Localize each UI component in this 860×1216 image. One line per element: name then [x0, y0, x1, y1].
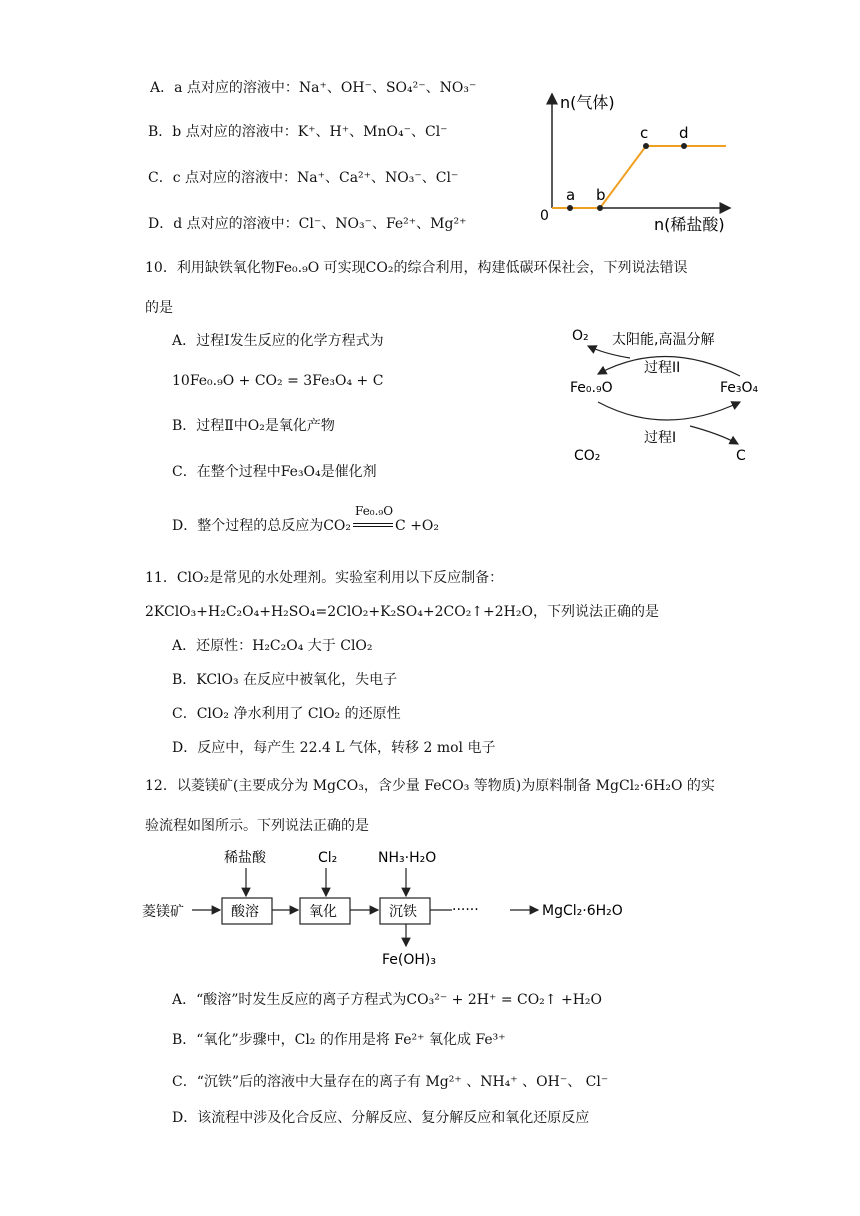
q10-stem-line2: 的是: [145, 300, 173, 316]
y-axis-label: n(气体): [560, 93, 615, 112]
start-material: 菱镁矿: [142, 904, 184, 920]
point-d: [681, 143, 687, 149]
q11-option-b: B．KClO₃ 在反应中被氧化，失电子: [172, 672, 398, 688]
q10-cycle-diagram: [560, 318, 770, 468]
product: MgCl₂·6H₂O: [542, 903, 623, 919]
q12-option-a: A．“酸溶”时发生反应的离子方程式为CO₃²⁻ + 2H⁺ = CO₂↑ +H₂O: [172, 992, 603, 1008]
equals-sign: [353, 523, 393, 527]
c-label: C: [736, 448, 746, 464]
q12-option-d: D．该流程中涉及化合反应、分解反应、复分解反应和氧化还原反应: [172, 1110, 590, 1126]
q9-option-a: A．a 点对应的溶液中：Na⁺、OH⁻、SO₄²⁻、NO₃⁻: [150, 80, 477, 96]
q10-option-c: C．在整个过程中Fe₃O₄是催化剂: [172, 464, 377, 480]
label-a: a: [566, 186, 576, 204]
process2-label: 过程II: [644, 360, 681, 376]
q12-flowchart: [140, 846, 640, 976]
q12-option-c: C．“沉铁”后的溶液中大量存在的离子有 Mg²⁺ 、NH₄⁺ 、OH⁻、 Cl⁻: [172, 1074, 609, 1090]
x-axis-label: n(稀盐酸): [654, 215, 725, 234]
reagent-hcl: 稀盐酸: [224, 850, 266, 866]
q10-option-b: B．过程Ⅱ中O₂是氧化产物: [172, 418, 335, 434]
fe09o-label: Fe₀.₉O: [570, 380, 613, 396]
origin-label: 0: [540, 208, 549, 224]
q12-option-b: B．“氧化”步骤中，Cl₂ 的作用是将 Fe²⁺ 氧化成 Fe³⁺: [172, 1032, 506, 1048]
process1-label: 过程I: [644, 430, 677, 446]
reagent-cl2: Cl₂: [318, 850, 338, 866]
q11-stem-line1: 11．ClO₂是常见的水处理剂。实验室利用以下反应制备：: [145, 570, 504, 586]
condition-label: 太阳能,高温分解: [612, 332, 715, 348]
byproduct: Fe(OH)₃: [382, 952, 436, 968]
q11-option-c: C．ClO₂ 净水利用了 ClO₂ 的还原性: [172, 706, 401, 722]
point-a: [567, 205, 573, 211]
fe3o4-label: Fe₃O₄: [720, 380, 759, 396]
q10-option-a: A．过程Ⅰ发生反应的化学方程式为: [172, 333, 384, 349]
step-acid-dissolve: 酸溶: [231, 904, 259, 920]
q10-option-d-arrow: [351, 504, 395, 533]
flow-dots: ······: [452, 902, 479, 918]
q9-gas-graph: [530, 88, 750, 238]
point-b: [597, 205, 603, 211]
q11-stem-line2: 2KClO₃+H₂C₂O₄+H₂SO₄=2ClO₂+K₂SO₄+2CO₂↑+2H₂O，下列说法正确的是: [145, 604, 659, 620]
co2-label: CO₂: [574, 448, 601, 464]
label-b: b: [596, 186, 606, 204]
q11-option-a: A．还原性：H₂C₂O₄ 大于 ClO₂: [172, 638, 373, 654]
reagent-nh3h2o: NH₃·H₂O: [378, 850, 437, 866]
process1-arrow: [598, 402, 740, 420]
point-c: [643, 143, 649, 149]
q12-stem-line1: 12．以菱镁矿(主要成分为 MgCO₃，含少量 FeCO₃ 等物质)为原料制备 MgCl₂·6H₂O 的实: [145, 778, 715, 794]
q10-option-d-catalyst: Fe₀.₉O: [355, 504, 394, 518]
q10-option-d-suffix: C +O₂: [395, 518, 440, 534]
gas-curve: [552, 146, 726, 208]
label-d: d: [679, 124, 689, 142]
q10-option-a-equation: 10Fe₀.₉O + CO₂ = 3Fe₃O₄ + C: [172, 373, 384, 389]
q11-option-d: D．反应中，每产生 22.4 L 气体，转移 2 mol 电子: [172, 740, 496, 756]
q10-stem-line1: 10．利用缺铁氧化物Fe₀.₉O 可实现CO₂的综合利用，构建低碳环保社会，下列说法错误: [145, 260, 688, 276]
q9-option-b: B．b 点对应的溶液中：K⁺、H⁺、MnO₄⁻、Cl⁻: [148, 124, 448, 140]
q12-stem-line2: 验流程如图所示。下列说法正确的是: [145, 818, 369, 834]
c-branch-arrow: [690, 426, 738, 444]
label-c: c: [640, 124, 649, 142]
step-iron-precipitate: 沉铁: [389, 904, 417, 920]
q9-option-d: D．d 点对应的溶液中：Cl⁻、NO₃⁻、Fe²⁺、Mg²⁺: [148, 216, 467, 232]
q10-option-d: [172, 504, 440, 536]
q9-option-c: C．c 点对应的溶液中：Na⁺、Ca²⁺、NO₃⁻、Cl⁻: [148, 170, 459, 186]
q10-option-d-prefix: D．整个过程的总反应为CO₂: [172, 518, 352, 534]
o2-label: O₂: [572, 328, 589, 344]
step-oxidize: 氧化: [309, 904, 337, 920]
